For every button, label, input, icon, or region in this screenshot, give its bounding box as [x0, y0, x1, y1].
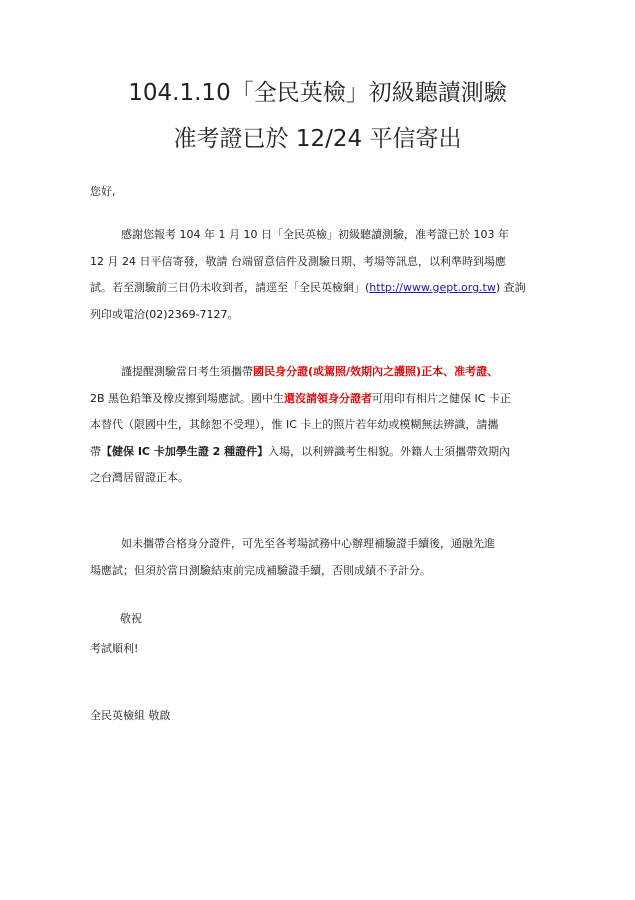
paragraph-2-line-3: 本替代（限國中生，其餘恕不受理），惟 IC 卡上的照片若年幼或模糊無法辨識，請攜	[90, 418, 499, 431]
paragraph-2-text: 可用印有相片之健保 IC 卡正	[372, 391, 511, 405]
paragraph-1-line-3	[90, 275, 540, 302]
title-line-2: 准考證已於 12/24 平信寄出	[173, 126, 462, 152]
title-line-1: 104.1.10「全民英檢」初級聽讀測驗	[128, 80, 507, 106]
gept-website-link[interactable]: http://www.gept.org.tw	[369, 281, 496, 294]
paragraph-2	[90, 359, 540, 492]
paragraph-1-text: ) 查詢	[495, 281, 526, 294]
paragraph-3-line-1: 如未攜帶合格身分證件，可先至各考場試務中心辦理補驗證手續後，通融先進	[121, 537, 495, 550]
greeting: 您好,	[90, 185, 116, 198]
admission-ticket-highlight: 准考證	[454, 365, 488, 378]
signature: 全民英檢組 敬啟	[90, 709, 171, 722]
separator: 、	[487, 365, 499, 378]
paragraph-1-line-1: 感謝您報考 104 年 1 月 10 日「全民英檢」初級聽讀測驗，准考證已於 103 年	[121, 228, 509, 241]
paragraph-2-line-5: 之台灣居留證正本。	[90, 471, 189, 484]
paragraph-2-text: 2B 黑色鉛筆及橡皮擦到場應試。國中生	[90, 391, 285, 405]
separator: 、	[443, 365, 455, 378]
closing-jingzhu: 敬祝	[120, 612, 142, 625]
paragraph-2-line-2	[90, 386, 540, 413]
closing-wish: 考試順利!	[90, 642, 139, 655]
id-requirement-highlight: 國民身分證(或駕照/效期內之護照)正本	[253, 365, 444, 378]
paragraph-1	[90, 222, 540, 328]
paragraph-2-text: 入場，以利辨識考生相貌。外籍人士須攜帶效期內	[268, 444, 511, 458]
paragraph-2-text: 謹提醒測驗當日考生須攜帶	[121, 365, 253, 378]
no-id-highlight: 還沒請領身分證者	[284, 391, 373, 405]
paragraph-2-text: 帶	[90, 444, 101, 458]
paragraph-2-line-1	[90, 359, 540, 386]
paragraph-1-line-4: 列印或電洽(02)2369-7127。	[90, 307, 239, 321]
two-documents-emphasis: 【健保 IC 卡加學生證 2 種證件】	[101, 444, 269, 458]
paragraph-3-line-2: 場應試；但須於當日測驗結束前完成補驗證手續，否則成績不予計分。	[90, 563, 431, 577]
paragraph-2-line-4	[90, 439, 540, 466]
paragraph-1-text: 試。若至測驗前三日仍未收到者，請逕至「全民英檢網」(	[90, 281, 370, 294]
paragraph-3	[90, 531, 540, 584]
paragraph-1-line-2: 12 月 24 日平信寄發，敬請 台端留意信件及測驗日期、考場等訊息，以利準時到場應	[90, 254, 506, 268]
